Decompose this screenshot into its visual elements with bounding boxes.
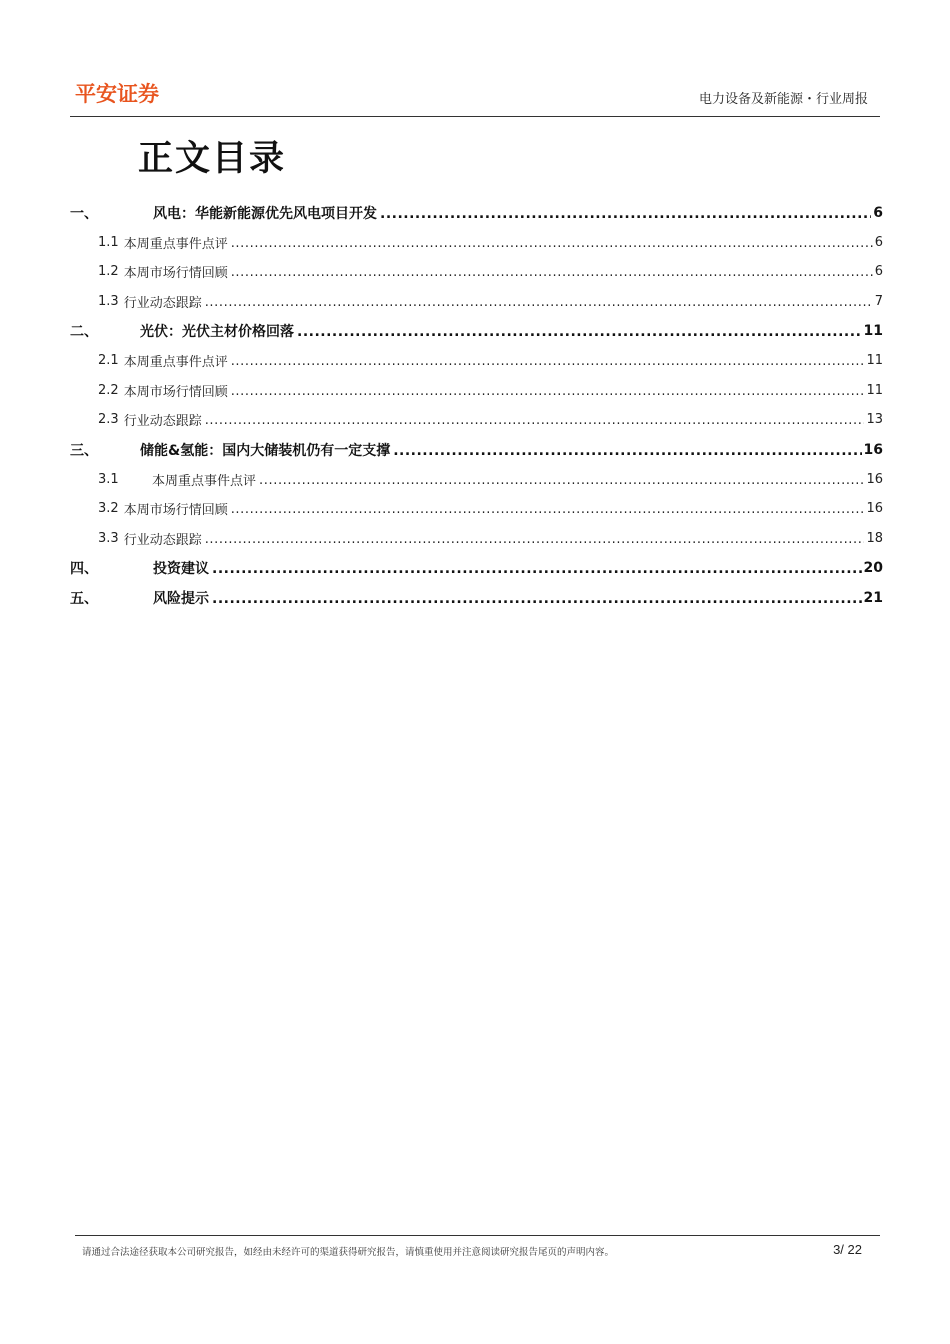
toc-number: 3.3 xyxy=(98,530,119,546)
toc-entry-3-3[interactable] xyxy=(70,524,883,554)
toc-number: 2.1 xyxy=(98,353,119,369)
toc-number: 1.1 xyxy=(98,234,119,250)
toc-leader xyxy=(231,266,873,279)
toc-label: 本周重点事件点评 xyxy=(123,355,228,371)
toc-leader xyxy=(212,592,862,606)
footer-divider xyxy=(75,1235,880,1236)
toc-label: 储能&氢能：国内大储装机仍有一定支撑 xyxy=(140,442,391,459)
toc-leader xyxy=(231,355,865,368)
toc-entry-2-2[interactable] xyxy=(70,376,883,406)
toc-page: 11 xyxy=(866,353,883,369)
toc-page: 11 xyxy=(863,323,883,340)
toc-page: 16 xyxy=(866,471,883,487)
report-category: 电力设备及新能源・行业周报 xyxy=(698,92,868,107)
page-title: 正文目录 xyxy=(138,139,287,179)
toc-label: 本周重点事件点评 xyxy=(152,473,257,489)
page-number: 3/ 22 xyxy=(833,1242,862,1257)
toc-page: 16 xyxy=(863,441,883,458)
toc-leader xyxy=(231,385,865,398)
toc-page: 20 xyxy=(863,559,883,576)
toc-label: 光伏：光伏主材价格回落 xyxy=(140,324,294,341)
toc-entry-2-3[interactable] xyxy=(70,405,883,435)
toc-label: 本周市场行情回顾 xyxy=(123,266,228,282)
toc-label: 行业动态跟踪 xyxy=(123,414,202,430)
toc-number: 二、 xyxy=(70,324,98,341)
table-of-contents xyxy=(70,198,883,612)
toc-label: 本周重点事件点评 xyxy=(123,236,228,252)
toc-entry-1-3[interactable] xyxy=(70,287,883,317)
toc-leader xyxy=(259,474,864,487)
company-logo: 平安证券 xyxy=(75,82,159,106)
toc-entry-2-1[interactable] xyxy=(70,346,883,376)
header-divider xyxy=(70,116,880,117)
toc-leader xyxy=(393,444,861,458)
toc-entry-4[interactable] xyxy=(70,553,883,583)
toc-number: 2.3 xyxy=(98,412,119,428)
toc-leader xyxy=(231,237,873,250)
toc-label: 行业动态跟踪 xyxy=(123,296,202,312)
footer-disclaimer: 请通过合法途径获取本公司研究报告，如经由未经许可的渠道获得研究报告，请慎重使用并注意阅读研究报告尾页的声明内容。 xyxy=(82,1247,615,1258)
toc-label: 行业动态跟踪 xyxy=(123,532,202,548)
toc-number: 2.2 xyxy=(98,382,119,398)
toc-number: 三、 xyxy=(70,442,98,459)
toc-page: 21 xyxy=(863,589,883,606)
toc-page: 6 xyxy=(873,204,883,221)
toc-label: 风险提示 xyxy=(153,590,209,607)
toc-number: 五、 xyxy=(70,590,98,607)
toc-number: 3.1 xyxy=(98,471,119,487)
toc-leader xyxy=(297,325,862,339)
toc-number: 四、 xyxy=(70,560,98,577)
toc-leader xyxy=(205,414,865,427)
toc-label: 风电：华能新能源优先风电项目开发 xyxy=(153,205,377,222)
toc-entry-1-1[interactable] xyxy=(70,228,883,258)
toc-page: 18 xyxy=(866,530,883,546)
toc-label: 本周市场行情回顾 xyxy=(123,384,228,400)
toc-page: 13 xyxy=(866,412,883,428)
toc-entry-3-2[interactable] xyxy=(70,494,883,524)
toc-entry-5[interactable] xyxy=(70,583,883,613)
toc-page: 11 xyxy=(866,382,883,398)
toc-page: 6 xyxy=(874,264,883,280)
toc-entry-1-2[interactable] xyxy=(70,257,883,287)
toc-page: 6 xyxy=(874,234,883,250)
toc-leader xyxy=(212,562,862,576)
toc-number: 1.3 xyxy=(98,294,119,310)
toc-number: 3.2 xyxy=(98,501,119,517)
toc-page: 7 xyxy=(874,294,883,310)
toc-leader xyxy=(205,533,865,546)
toc-page: 16 xyxy=(866,501,883,517)
toc-entry-3[interactable] xyxy=(70,435,883,465)
toc-leader xyxy=(380,207,871,221)
toc-number: 一、 xyxy=(70,205,98,222)
toc-entry-1[interactable] xyxy=(70,198,883,228)
toc-label: 本周市场行情回顾 xyxy=(123,503,228,519)
toc-leader xyxy=(231,503,865,516)
toc-entry-2[interactable] xyxy=(70,316,883,346)
toc-leader xyxy=(205,296,873,309)
toc-label: 投资建议 xyxy=(153,560,209,577)
toc-entry-3-1[interactable] xyxy=(70,464,883,494)
toc-number: 1.2 xyxy=(98,264,119,280)
